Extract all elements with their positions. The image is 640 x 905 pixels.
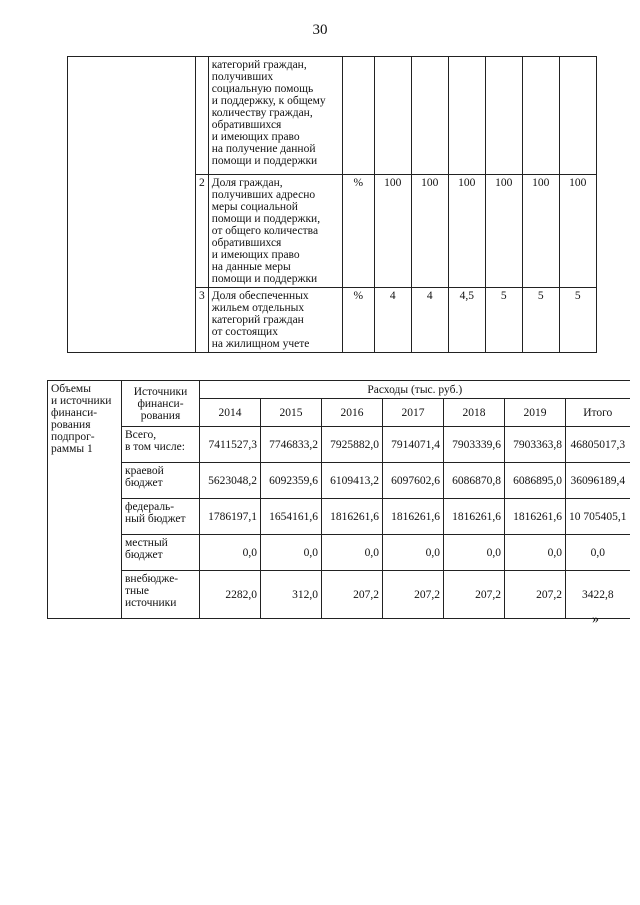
finance-value: 1816261,6: [383, 499, 444, 535]
finance-value: 6097602,6: [383, 463, 444, 499]
indicator-unit: %: [342, 175, 374, 288]
finance-value: 0,0: [383, 535, 444, 571]
finance-source: краевой бюджет: [122, 463, 200, 499]
page-number: 30: [312, 22, 328, 38]
indicator-value: 5: [559, 288, 596, 353]
finance-value: 6086870,8: [444, 463, 505, 499]
sources-header: Источники финанси- рования: [122, 381, 200, 427]
finance-value: 7903363,8: [505, 427, 566, 463]
finance-value: 1786197,1: [200, 499, 261, 535]
finance-value: 10 705405,1: [566, 499, 630, 535]
finance-value: 2282,0: [200, 571, 261, 619]
finance-value: 6086895,0: [505, 463, 566, 499]
indicator-number: 3: [196, 288, 209, 353]
indicator-name: категорий граждан, получивших социальную помощь и поддержку, к общему количеству граждан, обратившихся и имеющих право на получение данной помощи и поддержки: [208, 57, 342, 175]
finance-value: 207,2: [322, 571, 383, 619]
indicator-value: 100: [522, 175, 559, 288]
indicator-value: [374, 57, 411, 175]
finance-value: 46805017,3: [566, 427, 630, 463]
finance-value: 6109413,2: [322, 463, 383, 499]
indicator-value: 100: [374, 175, 411, 288]
year-header: 2017: [383, 399, 444, 427]
finance-value: 0,0: [444, 535, 505, 571]
year-header: 2019: [505, 399, 566, 427]
finance-table: [47, 380, 630, 619]
finance-value: 1816261,6: [505, 499, 566, 535]
indicator-value: [411, 57, 448, 175]
indicator-value: [485, 57, 522, 175]
finance-value: 0,0: [566, 535, 630, 571]
finance-value: 312,0: [261, 571, 322, 619]
indicator-name: Доля обеспеченных жильем отдельных категорий граждан от состоящих на жилищном учете: [208, 288, 342, 353]
finance-value: 36096189,4: [566, 463, 630, 499]
indicator-unit: [342, 57, 374, 175]
year-header: 2014: [200, 399, 261, 427]
indicator-value: [522, 57, 559, 175]
indicator-value: 5: [485, 288, 522, 353]
finance-header-row: [48, 381, 630, 399]
finance-value: 7914071,4: [383, 427, 444, 463]
indicator-value: 4: [411, 288, 448, 353]
finance-row: [48, 463, 630, 499]
year-header: 2018: [444, 399, 505, 427]
indicator-value: 4: [374, 288, 411, 353]
finance-value: 207,2: [383, 571, 444, 619]
finance-value: 7411527,3: [200, 427, 261, 463]
year-header: 2015: [261, 399, 322, 427]
finance-value: 0,0: [261, 535, 322, 571]
finance-value: 1816261,6: [322, 499, 383, 535]
finance-value: 0,0: [200, 535, 261, 571]
indicator-value: 100: [559, 175, 596, 288]
finance-value: 7903339,6: [444, 427, 505, 463]
indicator-row: [68, 57, 597, 175]
indicators-table: [67, 56, 597, 353]
finance-source: Всего, в том числе:: [122, 427, 200, 463]
finance-value: 6092359,6: [261, 463, 322, 499]
finance-value: 1816261,6: [444, 499, 505, 535]
finance-label: Объемы и источники финанси- рования подпрог- раммы 1: [48, 381, 122, 619]
indicator-value: 100: [485, 175, 522, 288]
finance-row: [48, 427, 630, 463]
finance-value: 1654161,6: [261, 499, 322, 535]
indicator-value: [448, 57, 485, 175]
finance-value: 207,2: [505, 571, 566, 619]
finance-source: федераль- ный бюджет: [122, 499, 200, 535]
finance-value: 7925882,0: [322, 427, 383, 463]
finance-value: 0,0: [505, 535, 566, 571]
closing-quote: »: [592, 612, 599, 627]
finance-row: [48, 535, 630, 571]
indicator-value: 4,5: [448, 288, 485, 353]
finance-value: 5623048,2: [200, 463, 261, 499]
indicator-value: 100: [448, 175, 485, 288]
year-header: Итого: [566, 399, 630, 427]
indicator-value: 100: [411, 175, 448, 288]
indicator-value: 5: [522, 288, 559, 353]
finance-value: 3422,8: [566, 571, 630, 619]
indicator-blank-cell: [68, 57, 196, 353]
finance-source: местный бюджет: [122, 535, 200, 571]
finance-source: внебюдже- тные источники: [122, 571, 200, 619]
indicator-value: [559, 57, 596, 175]
expenses-header: Расходы (тыс. руб.): [200, 381, 630, 399]
indicator-number: 2: [196, 175, 209, 288]
finance-value: 207,2: [444, 571, 505, 619]
finance-value: 7746833,2: [261, 427, 322, 463]
year-header: 2016: [322, 399, 383, 427]
finance-row: [48, 571, 630, 619]
indicator-name: Доля граждан, получивших адресно меры социальной помощи и поддержки, от общего количества обратившихся и имеющих право на данные меры помощи и поддержки: [208, 175, 342, 288]
indicator-unit: %: [342, 288, 374, 353]
finance-value: 0,0: [322, 535, 383, 571]
indicator-number: [196, 57, 209, 175]
finance-row: [48, 499, 630, 535]
